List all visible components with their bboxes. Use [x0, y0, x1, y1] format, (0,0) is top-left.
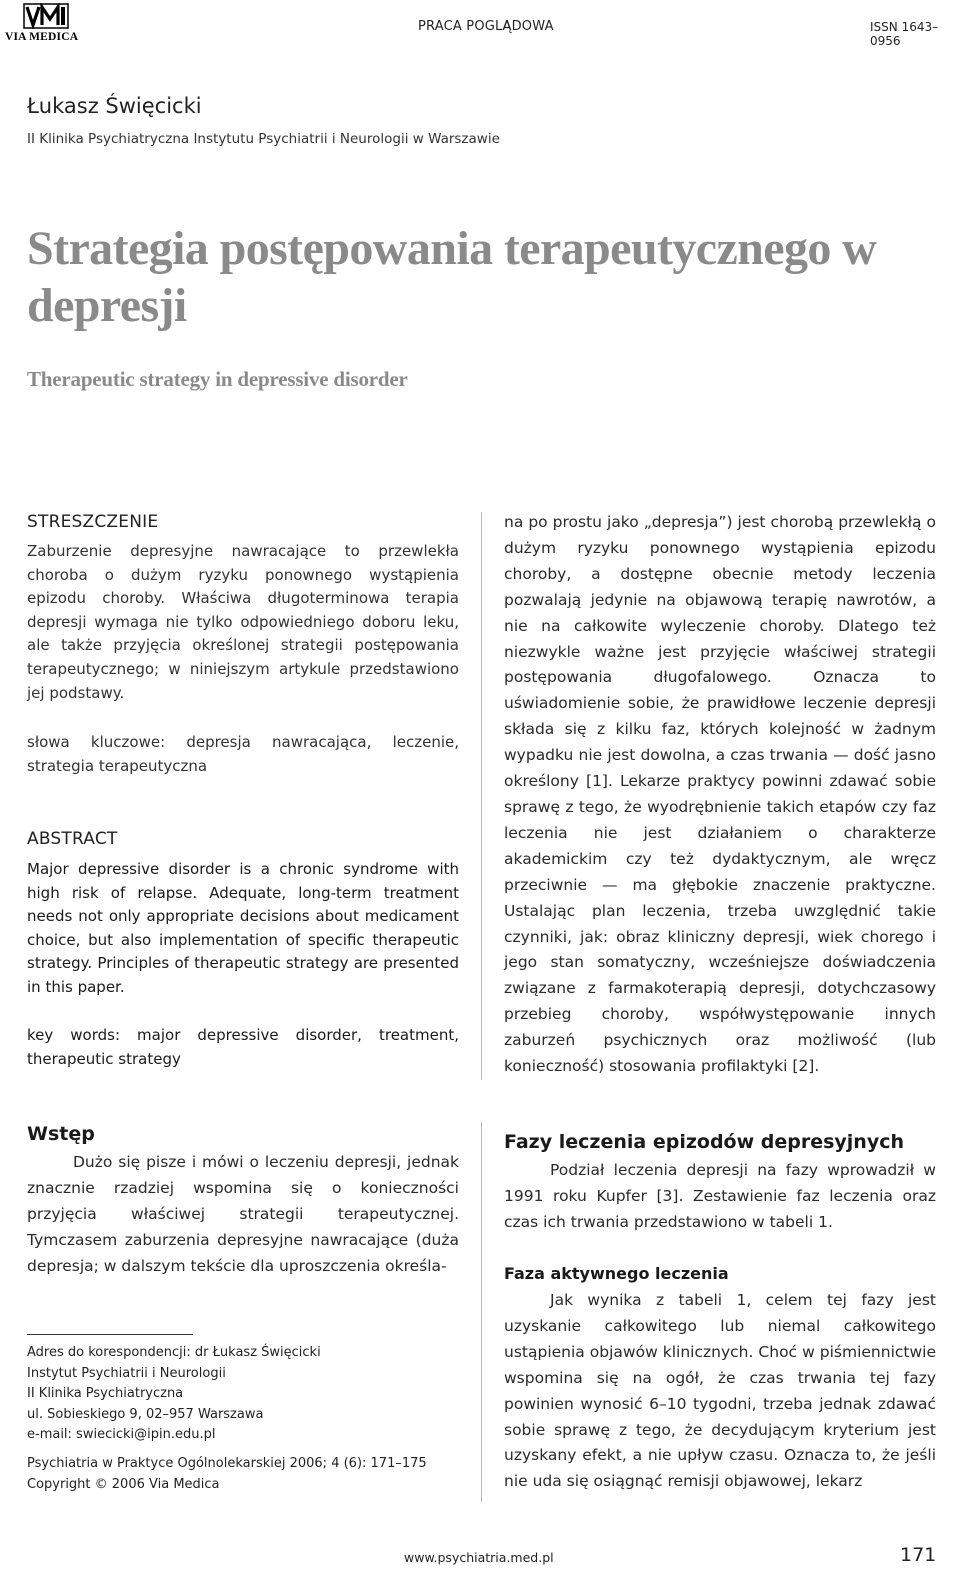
via-medica-logo	[5, 3, 91, 45]
address-line: Adres do korespondencji: dr Łukasz Święcicki	[27, 1345, 321, 1360]
faza-aktywna-text: Jak wynika z tabeli 1, celem tej fazy jest uzyskanie całkowitego lub niemal całkowitego ustąpienia objawów klinicznych. Choć w piśmiennictwie wspomina się na ogół, że czas trwania tej fazy powinien wynosić 6–10 tygodni, trzeba jednak zdawać sobie sprawę z tego, że decydującym kryterium jest uzyskany efekt, a nie upływ czasu. Oznacza to, że jeśli nie uda się osiągnąć remisji objawowej, lekarz	[504, 1291, 936, 1491]
citation-block	[27, 1454, 467, 1495]
issn: ISSN 1643–0956	[870, 20, 939, 48]
vm-logo-icon	[23, 3, 69, 29]
correspondence-address	[27, 1343, 467, 1446]
streszczenie-heading: STRESZCZENIE	[27, 512, 159, 532]
abstract-keywords: key words: major depressive disorder, treatment, therapeutic strategy	[27, 1026, 459, 1068]
fazy-heading: Fazy leczenia epizodów depresyjnych	[504, 1131, 905, 1153]
journal-url: www.psychiatria.med.pl	[404, 1550, 554, 1565]
email-line: e-mail: swiecicki@ipin.edu.pl	[27, 1427, 216, 1442]
streszczenie-keywords: słowa kluczowe: depresja nawracająca, leczenie, strategia terapeutyczna	[27, 733, 459, 775]
title-polish: Strategia postępowania terapeutycznego w depresji	[27, 222, 877, 332]
footnote-divider	[27, 1334, 193, 1335]
author-name: Łukasz Święcicki	[27, 94, 202, 118]
address-line: ul. Sobieskiego 9, 02–957 Warszawa	[27, 1406, 264, 1422]
affiliation: II Klinika Psychiatryczna Instytutu Psychiatrii i Neurologii w Warszawie	[27, 131, 500, 147]
journal-citation: Psychiatria w Praktyce Ogólnolekarskiej 2006; 4 (6): 171–175	[27, 1456, 427, 1471]
title-english: Therapeutic strategy in depressive disorder	[27, 367, 408, 391]
wstep-continuation: na po prostu jako „depresja”) jest chorobą przewlekłą o dużym ryzyku ponownego wystąpienia epizodu choroby, a dostępne obecnie metody leczenia pozwalają jedynie na objawową terapię nawrotów, a nie na całkowite wyleczenie choroby. Dlatego też niezwykle ważne jest przyjęcie właściwej strategii postępowania długofalowego. Oznacza to uświadomienie sobie, że prawidłowe leczenie depresji składa się z kilku faz, których kolejność w żadnym wypadku nie jest dowolna, a czas trwania — dość jasno określony [1]. Lekarze praktycy powinni zdawać sobie sprawę z tego, że wyodrębnienie takich etapów czy faz leczenia nie jest działaniem o charakterze akademickim czy też dydaktycznym, ale wręcz przeciwnie — ma głębokie znaczenie praktyczne. Ustalając plan leczenia, trzeba uwzględnić takie czynniki, jak: obraz kliniczny depresji, wiek chorego i jego stan somatyczny, wcześniejsze doświadczenia związane z farmakoterapią depresji, dotychczasowy przebieg choroby, współwystępowanie innych zaburzeń psychicznych oraz możliwość (lub konieczność) stosowania profilaktyki [2].	[504, 513, 936, 1076]
wstep-heading: Wstęp	[27, 1123, 95, 1145]
abstract-text: Major depressive disorder is a chronic syndrome with high risk of relapse. Adequate, long-term treatment needs not only appropriate decisions about medicament choice, but also implementation of specific therapeutic strategy. Principles of therapeutic strategy are presented in this paper.	[27, 860, 459, 996]
address-line: II Klinika Psychiatryczna	[27, 1386, 184, 1401]
column-divider-top	[481, 512, 482, 1080]
copyright: Copyright © 2006 Via Medica	[27, 1476, 220, 1492]
column-divider-bottom	[481, 1122, 482, 1502]
fazy-text: Podział leczenia depresji na fazy wprowadził w 1991 roku Kupfer [3]. Zestawienie faz leczenia oraz czas ich trwania przedstawiono w tabeli 1.	[504, 1161, 936, 1231]
wstep-text: Dużo się pisze i mówi o leczeniu depresji, jednak znacznie rzadziej wspomina się o konieczności przyjęcia właściwej strategii terapeutycznej. Tymczasem zaburzenia depresyjne nawracające (duża depresja; w dalszym tekście dla uproszczenia określa-	[27, 1153, 459, 1275]
abstract-heading: ABSTRACT	[27, 829, 118, 849]
page-number: 171	[900, 1544, 937, 1566]
article-type: PRACA POGLĄDOWA	[418, 19, 554, 34]
faza-aktywna-heading: Faza aktywnego leczenia	[504, 1264, 729, 1283]
address-line: Instytut Psychiatrii i Neurologii	[27, 1365, 226, 1381]
logo-text: VIA MEDICA	[5, 31, 79, 43]
streszczenie-text: Zaburzenie depresyjne nawracające to przewlekła choroba o dużym ryzyku ponownego wystąpienia epizodu choroby. Właściwa długoterminowa terapia depresji wymaga nie tylko odpowiedniego doboru leku, ale także przyjęcia określonej strategii postępowania terapeutycznego; w niniejszym artykule przedstawiono jej podstawy.	[27, 542, 459, 702]
